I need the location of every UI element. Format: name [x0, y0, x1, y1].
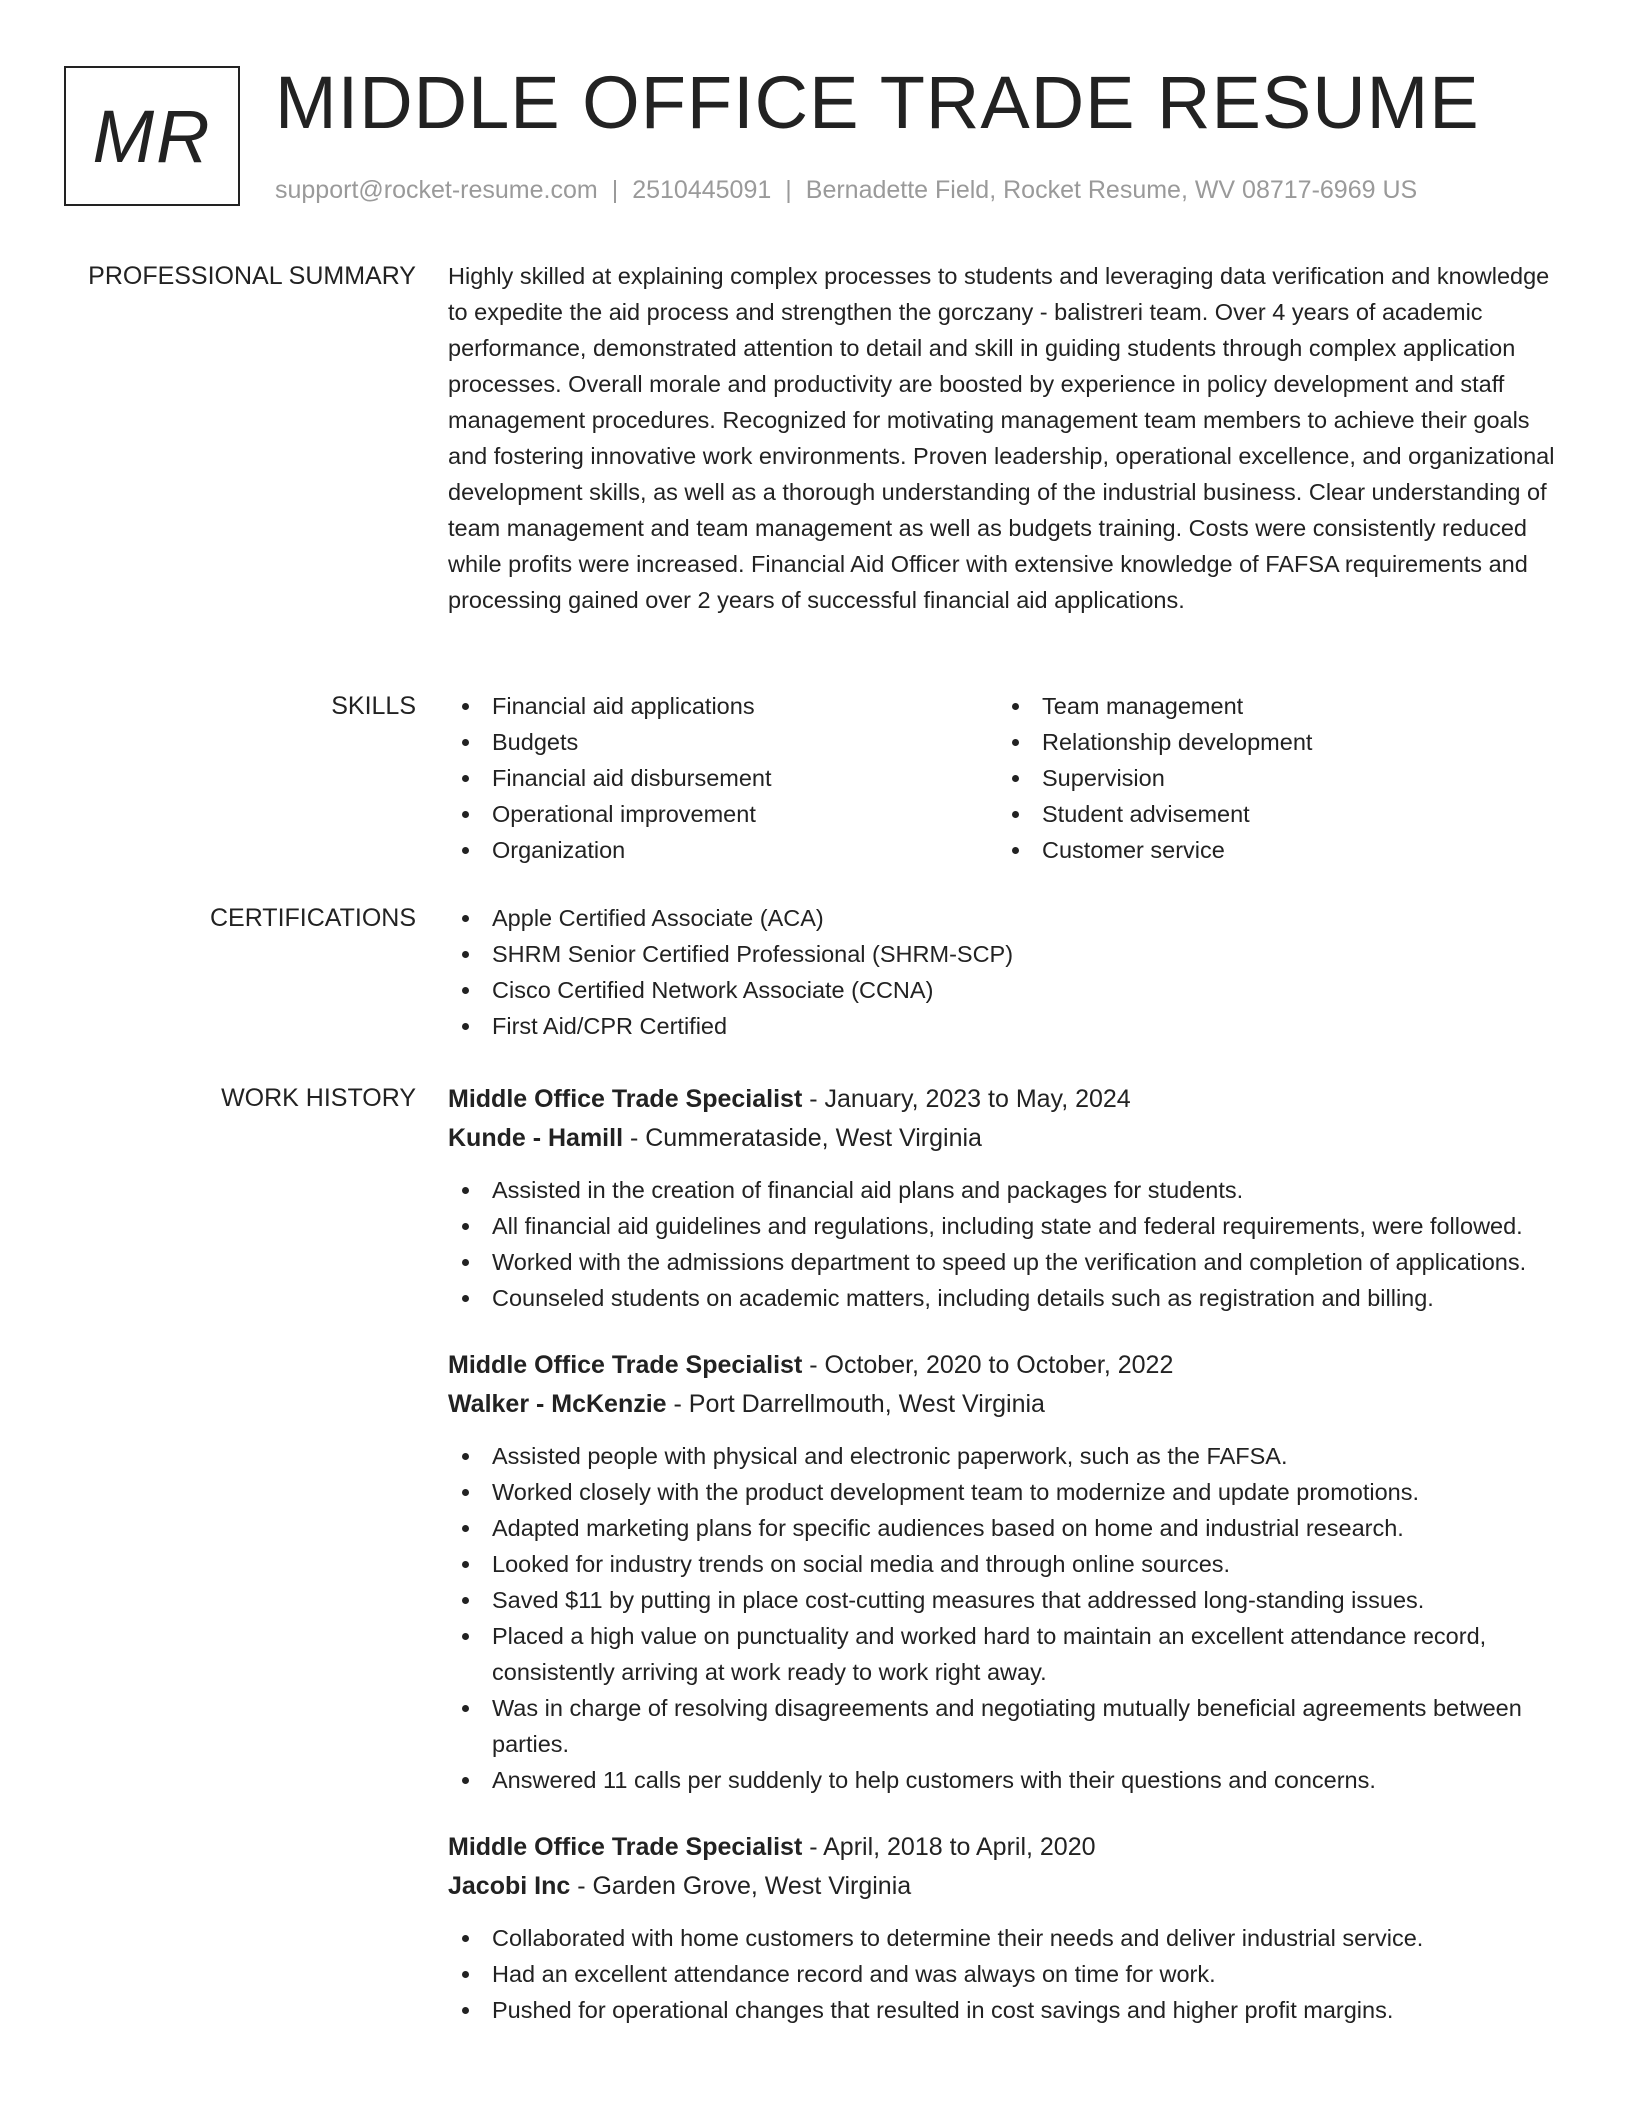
job-bullets — [448, 1438, 1568, 1798]
job-bullet: Answered 11 calls per suddenly to help customers with their questions and concerns. — [448, 1762, 1568, 1798]
job-title: Middle Office Trade Specialist — [448, 1351, 803, 1379]
certification-item: First Aid/CPR Certified — [448, 1008, 1568, 1044]
job-entry — [448, 1346, 1568, 1798]
job-dates: - April, 2018 to April, 2020 — [802, 1833, 1096, 1861]
skill-item: Supervision — [998, 760, 1548, 796]
job-bullets — [448, 1172, 1568, 1316]
certification-item: Cisco Certified Network Associate (CCNA) — [448, 972, 1568, 1008]
monogram-logo: MR — [64, 66, 240, 206]
job-location: - Garden Grove, West Virginia — [570, 1872, 912, 1900]
job-title: Middle Office Trade Specialist — [448, 1085, 803, 1113]
skill-item: Customer service — [998, 832, 1548, 868]
summary-text: Highly skilled at explaining complex processes to students and leveraging data verification and knowledge to expedite the aid process and strengthen the gorczany - balistreri team. Over 4 years of academic performance, demonstrated attention to detail and skill in guiding students through complex application processes. Overall morale and productivity are boosted by experience in policy development and staff management procedures. Recognized for motivating management team members to achieve their goals and fostering innovative work environments. Proven leadership, operational excellence, and organizational development skills, as well as a thorough understanding of the industrial business. Clear understanding of team management and team management as well as budgets training. Costs were consistently reduced while profits were increased. Financial Aid Officer with extensive knowledge of FAFSA requirements and processing gained over 2 years of successful financial aid applications. — [448, 263, 1555, 613]
job-bullet: Assisted people with physical and electronic paperwork, such as the FAFSA. — [448, 1438, 1568, 1474]
job-bullet: Placed a high value on punctuality and worked hard to maintain an excellent attendance record, consistently arriving at work ready to work right away. — [448, 1618, 1568, 1690]
job-location: - Cummerataside, West Virginia — [623, 1124, 982, 1152]
section-label-summary: PROFESSIONAL SUMMARY — [88, 262, 416, 290]
skill-item: Organization — [448, 832, 998, 868]
job-title: Middle Office Trade Specialist — [448, 1833, 803, 1861]
resume-title: MIDDLE OFFICE TRADE RESUME — [275, 61, 1480, 144]
skill-item: Team management — [998, 688, 1548, 724]
job-bullet: All financial aid guidelines and regulations, including state and federal requirements, were followed. — [448, 1208, 1568, 1244]
skill-item: Financial aid applications — [448, 688, 998, 724]
skills-list-right — [998, 688, 1548, 868]
job-company-line — [448, 1385, 1568, 1424]
job-company: Walker - McKenzie — [448, 1390, 667, 1418]
contact-separator: | — [785, 176, 792, 204]
job-dates: - January, 2023 to May, 2024 — [802, 1085, 1131, 1113]
contact-email[interactable]: support@rocket-resume.com — [275, 176, 598, 204]
contact-line — [275, 176, 1417, 205]
skill-item: Student advisement — [998, 796, 1548, 832]
certification-item: Apple Certified Associate (ACA) — [448, 900, 1568, 936]
job-entry — [448, 1828, 1568, 2028]
section-label-certifications: CERTIFICATIONS — [209, 904, 416, 932]
skill-item: Operational improvement — [448, 796, 998, 832]
skill-item: Relationship development — [998, 724, 1548, 760]
section-label-work-history: WORK HISTORY — [221, 1084, 416, 1112]
job-company: Jacobi Inc — [448, 1872, 571, 1900]
contact-phone[interactable]: 2510445091 — [632, 176, 772, 204]
job-title-line — [448, 1080, 1568, 1119]
skill-item: Budgets — [448, 724, 998, 760]
job-bullet: Worked with the admissions department to speed up the verification and completion of applications. — [448, 1244, 1568, 1280]
job-bullet: Counseled students on academic matters, including details such as registration and billing. — [448, 1280, 1568, 1316]
skills-list-left — [448, 688, 998, 868]
job-title-line — [448, 1828, 1568, 1867]
contact-separator: | — [611, 176, 619, 204]
job-company-line — [448, 1867, 1568, 1906]
job-bullet: Worked closely with the product development team to modernize and update promotions. — [448, 1474, 1568, 1510]
job-bullet: Pushed for operational changes that resulted in cost savings and higher profit margins. — [448, 1992, 1568, 2028]
job-bullet: Adapted marketing plans for specific audiences based on home and industrial research. — [448, 1510, 1568, 1546]
certifications-list — [448, 900, 1568, 1044]
job-location: - Port Darrellmouth, West Virginia — [666, 1390, 1045, 1418]
section-label-skills: SKILLS — [331, 692, 416, 720]
skill-item: Financial aid disbursement — [448, 760, 998, 796]
job-bullets — [448, 1920, 1568, 2028]
summary-body — [448, 258, 1568, 618]
job-company: Kunde - Hamill — [448, 1124, 624, 1152]
contact-address: Bernadette Field, Rocket Resume, WV 08717-6969 US — [805, 176, 1418, 204]
job-bullet: Looked for industry trends on social media and through online sources. — [448, 1546, 1568, 1582]
job-dates: - October, 2020 to October, 2022 — [802, 1351, 1174, 1379]
work-history-body — [448, 1080, 1568, 2058]
skills-body — [448, 688, 1568, 868]
job-bullet: Assisted in the creation of financial aid plans and packages for students. — [448, 1172, 1568, 1208]
job-title-line — [448, 1346, 1568, 1385]
job-company-line — [448, 1119, 1568, 1158]
job-bullet: Saved $11 by putting in place cost-cutting measures that addressed long-standing issues. — [448, 1582, 1568, 1618]
job-bullet: Was in charge of resolving disagreements and negotiating mutually beneficial agreements between parties. — [448, 1690, 1568, 1762]
certifications-body — [448, 900, 1568, 1044]
job-bullet: Had an excellent attendance record and was always on time for work. — [448, 1956, 1568, 1992]
job-bullet: Collaborated with home customers to determine their needs and deliver industrial service. — [448, 1920, 1568, 1956]
job-entry — [448, 1080, 1568, 1316]
certification-item: SHRM Senior Certified Professional (SHRM-SCP) — [448, 936, 1568, 972]
